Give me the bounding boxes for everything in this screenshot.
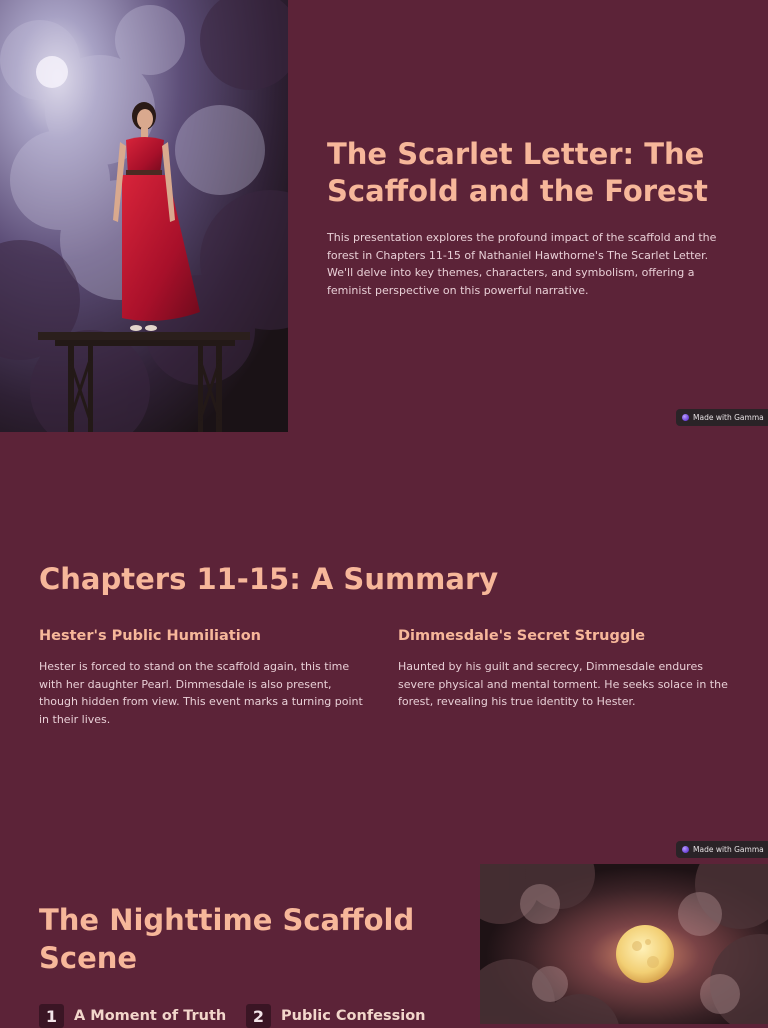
column-heading: Hester's Public Humiliation	[39, 628, 261, 644]
made-with-gamma-badge[interactable]	[676, 841, 768, 858]
made-with-gamma-badge[interactable]	[676, 409, 768, 426]
step-number: 2	[246, 1004, 271, 1028]
step-label: A Moment of Truth	[74, 1008, 227, 1024]
slide-title	[0, 0, 768, 432]
woman-on-scaffold-image	[0, 0, 288, 432]
intro-paragraph: This presentation explores the profound impact of the scaffold and the forest in Chapters 11-15 of Nathaniel Hawthorne's The Scarlet Letter. We'll delve into key themes, characters, and symbolism, offering a feminist perspective on this powerful narrative.	[327, 231, 717, 297]
nighttime-title: The Nighttime Scaffold Scene	[39, 903, 415, 975]
step-label: Public Confession	[281, 1008, 426, 1024]
column-hester	[39, 626, 369, 728]
summary-title: Chapters 11-15: A Summary	[39, 562, 499, 596]
step-1	[39, 1004, 226, 1028]
column-heading: Dimmesdale's Secret Struggle	[398, 628, 646, 644]
badge-label: Made with Gamma	[693, 845, 764, 854]
full-moon-clouds-image	[480, 864, 768, 1024]
gamma-logo-icon	[682, 414, 689, 421]
gamma-logo-icon	[682, 846, 689, 853]
column-dimmesdale	[398, 626, 728, 711]
step-number: 1	[39, 1004, 64, 1028]
column-text: Haunted by his guilt and secrecy, Dimmesdale endures severe physical and mental torment. He seeks solace in the forest, revealing his true identity to Hester.	[398, 660, 728, 708]
page-title: The Scarlet Letter: The Scaffold and the Forest	[327, 137, 708, 208]
step-2	[246, 1004, 426, 1028]
column-text: Hester is forced to stand on the scaffold again, this time with her daughter Pearl. Dimmesdale is also present, though hidden from view. This event marks a turning point in their lives.	[39, 660, 363, 726]
badge-label: Made with Gamma	[693, 413, 764, 422]
